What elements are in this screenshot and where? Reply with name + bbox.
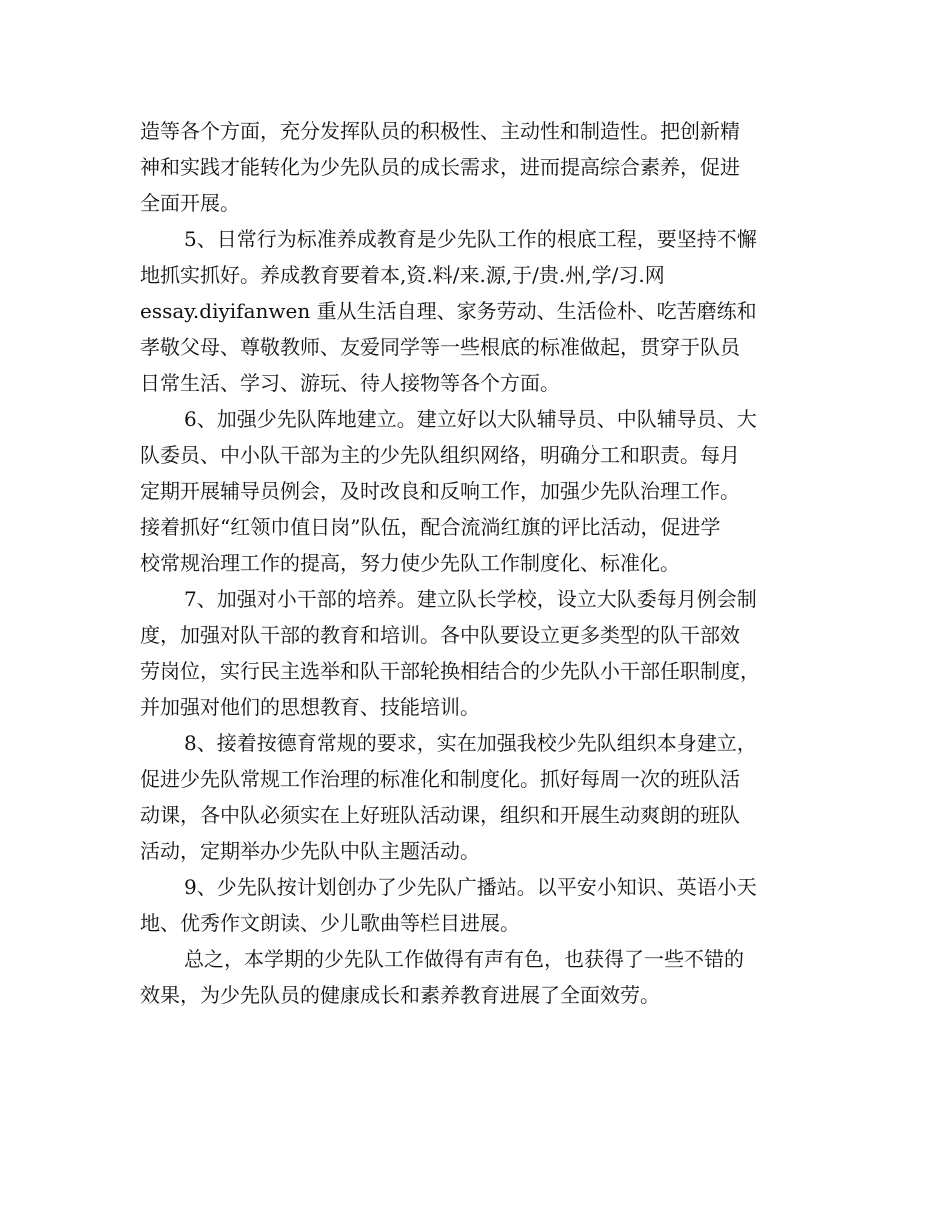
text-line: 促进少先队常规工作治理的标准化和制度化。抓好每周一次的班队活 [140,767,740,791]
paragraph-item-5 [140,221,820,401]
paragraph-item-8 [140,725,820,869]
text-line: essay.diyifanwen 重从生活自理、家务劳动、生活俭朴、吃苦磨练和 [140,299,757,323]
text-line: 接着抓好“红领巾值日岗”队伍，配合流淌红旗的评比活动，促进学 [140,515,721,539]
text-line: 度，加强对队干部的教育和培训。各中队要设立更多类型的队干部效 [140,623,740,647]
paragraph-item-9 [140,869,820,941]
text-line: 7、加强对小干部的培养。建立队长学校，设立大队委每月例会制 [184,587,757,611]
text-line: 活动，定期举办少先队中队主题活动。 [140,839,480,863]
text-line: 校常规治理工作的提高，努力使少先队工作制度化、标准化。 [140,551,680,575]
text-line: 日常生活、学习、游玩、待人接物等各个方面。 [140,371,560,395]
paragraph-continuation [140,113,820,221]
text-line: 孝敬父母、尊敬教师、友爱同学等一些根底的标准做起，贯穿于队员 [140,335,740,359]
text-line: 定期开展辅导员例会，及时改良和反响工作，加强少先队治理工作。 [140,479,740,503]
text-line: 总之，本学期的少先队工作做得有声有色，也获得了一些不错的 [184,947,744,971]
text-line: 全面开展。 [140,191,240,215]
text-line: 劳岗位，实行民主选举和队干部轮换相结合的少先队小干部任职制度， [140,659,760,683]
text-line: 队委员、中小队干部为主的少先队组织网络，明确分工和职责。每月 [140,443,740,467]
text-line: 并加强对他们的思想教育、技能培训。 [140,695,480,719]
text-line: 造等各个方面，充分发挥队员的积极性、主动性和制造性。把创新精 [140,119,740,143]
text-line: 5、日常行为标准养成教育是少先队工作的根底工程，要坚持不懈 [184,227,757,251]
text-line: 8、接着按德育常规的要求，实在加强我校少先队组织本身建立， [184,731,757,755]
text-line: 效果，为少先队员的健康成长和素养教育进展了全面效劳。 [140,983,660,1007]
text-line: 地抓实抓好。养成教育要着本,资.料/来.源,于/贵.州,学/习.网 [140,263,665,287]
paragraph-item-6 [140,401,820,581]
paragraph-summary [140,941,820,1013]
text-line: 动课，各中队必须实在上好班队活动课，组织和开展生动爽朗的班队 [140,803,740,827]
text-line: 地、优秀作文朗读、少儿歌曲等栏目进展。 [140,911,520,935]
text-line: 9、少先队按计划创办了少先队广播站。以平安小知识、英语小天 [184,875,757,899]
paragraph-item-7 [140,581,820,725]
document-body [140,113,820,1013]
text-line: 神和实践才能转化为少先队员的成长需求，进而提高综合素养，促进 [140,155,740,179]
text-line: 6、加强少先队阵地建立。建立好以大队辅导员、中队辅导员、大 [184,407,757,431]
